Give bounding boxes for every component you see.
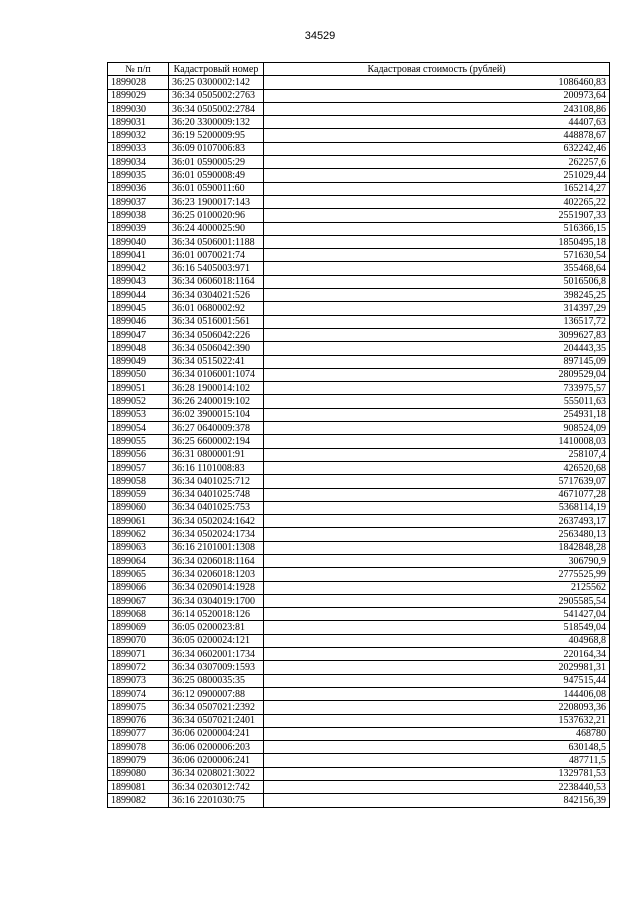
cell-row-number: 1899045 bbox=[108, 302, 169, 315]
header-cadastral-value: Кадастровая стоимость (рублей) bbox=[264, 63, 610, 76]
cell-cadastral-value: 2563480,13 bbox=[264, 528, 610, 541]
cell-row-number: 1899038 bbox=[108, 209, 169, 222]
cell-cadastral-value: 144406,08 bbox=[264, 687, 610, 700]
table-row bbox=[108, 422, 610, 435]
cell-cadastral-value: 355468,64 bbox=[264, 262, 610, 275]
cell-row-number: 1899062 bbox=[108, 528, 169, 541]
table-row bbox=[108, 554, 610, 567]
cell-row-number: 1899061 bbox=[108, 515, 169, 528]
cell-row-number: 1899076 bbox=[108, 714, 169, 727]
cell-row-number: 1899047 bbox=[108, 328, 169, 341]
cell-row-number: 1899063 bbox=[108, 541, 169, 554]
table-row bbox=[108, 634, 610, 647]
table-row bbox=[108, 355, 610, 368]
cell-cadastral-value: 5016506,8 bbox=[264, 275, 610, 288]
table-row bbox=[108, 475, 610, 488]
table-row bbox=[108, 461, 610, 474]
table-row bbox=[108, 541, 610, 554]
cell-cadastral-number: 36:34 0203012:742 bbox=[169, 781, 264, 794]
table-row bbox=[108, 342, 610, 355]
cell-row-number: 1899060 bbox=[108, 501, 169, 514]
table-row bbox=[108, 488, 610, 501]
cell-row-number: 1899079 bbox=[108, 754, 169, 767]
cell-cadastral-number: 36:31 0800001:91 bbox=[169, 448, 264, 461]
cell-row-number: 1899042 bbox=[108, 262, 169, 275]
cell-row-number: 1899050 bbox=[108, 368, 169, 381]
cell-row-number: 1899031 bbox=[108, 116, 169, 129]
table-row bbox=[108, 235, 610, 248]
cell-cadastral-value: 220164,34 bbox=[264, 648, 610, 661]
cell-cadastral-number: 36:01 0590008:49 bbox=[169, 169, 264, 182]
table-row bbox=[108, 754, 610, 767]
cell-cadastral-number: 36:01 0590005:29 bbox=[169, 156, 264, 169]
cell-cadastral-number: 36:23 1900017:143 bbox=[169, 195, 264, 208]
table-row bbox=[108, 701, 610, 714]
cell-cadastral-number: 36:16 1101008:83 bbox=[169, 461, 264, 474]
table-row bbox=[108, 594, 610, 607]
cell-cadastral-number: 36:24 4000025:90 bbox=[169, 222, 264, 235]
table-row bbox=[108, 515, 610, 528]
cell-cadastral-value: 243108,86 bbox=[264, 102, 610, 115]
cell-row-number: 1899071 bbox=[108, 648, 169, 661]
cell-cadastral-number: 36:34 0506042:226 bbox=[169, 328, 264, 341]
cell-cadastral-number: 36:34 0507021:2392 bbox=[169, 701, 264, 714]
cell-row-number: 1899069 bbox=[108, 621, 169, 634]
cell-row-number: 1899054 bbox=[108, 422, 169, 435]
table-row bbox=[108, 89, 610, 102]
cell-row-number: 1899064 bbox=[108, 554, 169, 567]
cell-row-number: 1899029 bbox=[108, 89, 169, 102]
cell-cadastral-value: 426520,68 bbox=[264, 461, 610, 474]
table-row bbox=[108, 528, 610, 541]
table-row bbox=[108, 195, 610, 208]
table-row bbox=[108, 116, 610, 129]
cell-cadastral-value: 1086460,83 bbox=[264, 76, 610, 89]
cell-cadastral-value: 947515,44 bbox=[264, 674, 610, 687]
table-row bbox=[108, 249, 610, 262]
cell-cadastral-number: 36:01 0070021:74 bbox=[169, 249, 264, 262]
table-row bbox=[108, 714, 610, 727]
cell-cadastral-value: 314397,29 bbox=[264, 302, 610, 315]
cell-row-number: 1899035 bbox=[108, 169, 169, 182]
cell-cadastral-value: 204443,35 bbox=[264, 342, 610, 355]
table-row bbox=[108, 222, 610, 235]
table-row bbox=[108, 368, 610, 381]
cell-cadastral-value: 842156,39 bbox=[264, 794, 610, 807]
cell-row-number: 1899075 bbox=[108, 701, 169, 714]
cell-cadastral-value: 632242,46 bbox=[264, 142, 610, 155]
cell-cadastral-value: 518549,04 bbox=[264, 621, 610, 634]
cell-row-number: 1899041 bbox=[108, 249, 169, 262]
table-row bbox=[108, 408, 610, 421]
table-row bbox=[108, 767, 610, 780]
table-row bbox=[108, 289, 610, 302]
cell-row-number: 1899056 bbox=[108, 448, 169, 461]
cell-row-number: 1899055 bbox=[108, 435, 169, 448]
cell-cadastral-number: 36:01 0590011:60 bbox=[169, 182, 264, 195]
cell-cadastral-number: 36:34 0401025:712 bbox=[169, 475, 264, 488]
table-row bbox=[108, 581, 610, 594]
cell-cadastral-value: 1410008,03 bbox=[264, 435, 610, 448]
cell-cadastral-number: 36:16 2201030:75 bbox=[169, 794, 264, 807]
cell-cadastral-number: 36:34 0401025:753 bbox=[169, 501, 264, 514]
table-row bbox=[108, 275, 610, 288]
table-row bbox=[108, 156, 610, 169]
cell-cadastral-value: 468780 bbox=[264, 727, 610, 740]
cell-row-number: 1899065 bbox=[108, 568, 169, 581]
cell-cadastral-value: 398245,25 bbox=[264, 289, 610, 302]
table-row bbox=[108, 448, 610, 461]
cell-cadastral-value: 2029981,31 bbox=[264, 661, 610, 674]
table-row bbox=[108, 608, 610, 621]
cell-cadastral-number: 36:34 0602001:1734 bbox=[169, 648, 264, 661]
cell-cadastral-value: 44407,63 bbox=[264, 116, 610, 129]
cell-cadastral-value: 404968,8 bbox=[264, 634, 610, 647]
cell-row-number: 1899030 bbox=[108, 102, 169, 115]
cell-cadastral-number: 36:25 0100020:96 bbox=[169, 209, 264, 222]
cell-row-number: 1899073 bbox=[108, 674, 169, 687]
cell-cadastral-value: 251029,44 bbox=[264, 169, 610, 182]
cell-row-number: 1899077 bbox=[108, 727, 169, 740]
cell-cadastral-number: 36:34 0606018:1164 bbox=[169, 275, 264, 288]
cell-cadastral-number: 36:34 0206018:1203 bbox=[169, 568, 264, 581]
table-row bbox=[108, 169, 610, 182]
cell-cadastral-number: 36:34 0304021:526 bbox=[169, 289, 264, 302]
table-row bbox=[108, 727, 610, 740]
cell-cadastral-number: 36:25 0300002:142 bbox=[169, 76, 264, 89]
cell-row-number: 1899053 bbox=[108, 408, 169, 421]
table-row bbox=[108, 262, 610, 275]
cell-cadastral-value: 5717639,07 bbox=[264, 475, 610, 488]
cell-cadastral-value: 2125562 bbox=[264, 581, 610, 594]
table-row bbox=[108, 209, 610, 222]
cell-cadastral-value: 165214,27 bbox=[264, 182, 610, 195]
cell-cadastral-number: 36:25 0800035:35 bbox=[169, 674, 264, 687]
cell-cadastral-number: 36:01 0680002:92 bbox=[169, 302, 264, 315]
cell-cadastral-number: 36:20 3300009:132 bbox=[169, 116, 264, 129]
table-row bbox=[108, 435, 610, 448]
table-row bbox=[108, 568, 610, 581]
cell-cadastral-number: 36:26 2400019:102 bbox=[169, 395, 264, 408]
cell-cadastral-number: 36:34 0502024:1642 bbox=[169, 515, 264, 528]
table-row bbox=[108, 781, 610, 794]
cell-cadastral-value: 1537632,21 bbox=[264, 714, 610, 727]
cell-cadastral-value: 2551907,33 bbox=[264, 209, 610, 222]
cell-cadastral-number: 36:06 0200006:241 bbox=[169, 754, 264, 767]
cell-cadastral-number: 36:06 0200004:241 bbox=[169, 727, 264, 740]
cell-cadastral-value: 2208093,36 bbox=[264, 701, 610, 714]
cell-cadastral-number: 36:12 0900007:88 bbox=[169, 687, 264, 700]
cell-cadastral-number: 36:16 5405003:971 bbox=[169, 262, 264, 275]
table-row bbox=[108, 674, 610, 687]
cell-cadastral-number: 36:19 5200009:95 bbox=[169, 129, 264, 142]
cell-cadastral-number: 36:34 0206018:1164 bbox=[169, 554, 264, 567]
cell-cadastral-number: 36:34 0401025:748 bbox=[169, 488, 264, 501]
cell-row-number: 1899059 bbox=[108, 488, 169, 501]
cell-row-number: 1899051 bbox=[108, 382, 169, 395]
cell-row-number: 1899066 bbox=[108, 581, 169, 594]
cell-row-number: 1899057 bbox=[108, 461, 169, 474]
table-row bbox=[108, 315, 610, 328]
table-header-row bbox=[108, 63, 610, 76]
cell-cadastral-value: 2809529,04 bbox=[264, 368, 610, 381]
table-row bbox=[108, 621, 610, 634]
table-row bbox=[108, 648, 610, 661]
cell-row-number: 1899028 bbox=[108, 76, 169, 89]
cell-cadastral-value: 555011,63 bbox=[264, 395, 610, 408]
cell-row-number: 1899034 bbox=[108, 156, 169, 169]
cell-cadastral-value: 262257,6 bbox=[264, 156, 610, 169]
cell-cadastral-number: 36:34 0208021:3022 bbox=[169, 767, 264, 780]
cell-cadastral-number: 36:09 0107006:83 bbox=[169, 142, 264, 155]
cell-cadastral-value: 306790,9 bbox=[264, 554, 610, 567]
cell-cadastral-number: 36:34 0304019:1700 bbox=[169, 594, 264, 607]
cell-cadastral-number: 36:02 3900015:104 bbox=[169, 408, 264, 421]
cell-cadastral-value: 4671077,28 bbox=[264, 488, 610, 501]
cell-cadastral-value: 897145,09 bbox=[264, 355, 610, 368]
cell-row-number: 1899080 bbox=[108, 767, 169, 780]
cell-row-number: 1899082 bbox=[108, 794, 169, 807]
table-row bbox=[108, 395, 610, 408]
cell-cadastral-value: 541427,04 bbox=[264, 608, 610, 621]
cell-row-number: 1899074 bbox=[108, 687, 169, 700]
cell-row-number: 1899052 bbox=[108, 395, 169, 408]
cell-cadastral-number: 36:34 0209014:1928 bbox=[169, 581, 264, 594]
cell-row-number: 1899043 bbox=[108, 275, 169, 288]
cell-row-number: 1899072 bbox=[108, 661, 169, 674]
cell-cadastral-value: 448878,67 bbox=[264, 129, 610, 142]
cell-row-number: 1899036 bbox=[108, 182, 169, 195]
cell-cadastral-value: 908524,09 bbox=[264, 422, 610, 435]
cell-row-number: 1899081 bbox=[108, 781, 169, 794]
cell-cadastral-number: 36:34 0516001:561 bbox=[169, 315, 264, 328]
cell-cadastral-number: 36:14 0520018:126 bbox=[169, 608, 264, 621]
cell-cadastral-number: 36:34 0506042:390 bbox=[169, 342, 264, 355]
cell-cadastral-value: 630148,5 bbox=[264, 741, 610, 754]
table-row bbox=[108, 382, 610, 395]
cell-cadastral-number: 36:34 0505002:2763 bbox=[169, 89, 264, 102]
cell-cadastral-value: 516366,15 bbox=[264, 222, 610, 235]
table-row bbox=[108, 142, 610, 155]
cell-cadastral-number: 36:06 0200006:203 bbox=[169, 741, 264, 754]
cell-cadastral-value: 2905585,54 bbox=[264, 594, 610, 607]
cell-cadastral-value: 2238440,53 bbox=[264, 781, 610, 794]
cell-cadastral-value: 3099627,83 bbox=[264, 328, 610, 341]
table-body bbox=[108, 76, 610, 807]
cell-row-number: 1899046 bbox=[108, 315, 169, 328]
cell-cadastral-value: 487711,5 bbox=[264, 754, 610, 767]
cell-cadastral-value: 136517,72 bbox=[264, 315, 610, 328]
cell-cadastral-number: 36:28 1900014:102 bbox=[169, 382, 264, 395]
cell-cadastral-number: 36:34 0505002:2784 bbox=[169, 102, 264, 115]
table-row bbox=[108, 687, 610, 700]
cell-cadastral-number: 36:34 0515022:41 bbox=[169, 355, 264, 368]
header-cadastral-number: Кадастровый номер bbox=[169, 63, 264, 76]
cell-row-number: 1899037 bbox=[108, 195, 169, 208]
cell-cadastral-value: 1329781,53 bbox=[264, 767, 610, 780]
cell-row-number: 1899067 bbox=[108, 594, 169, 607]
cell-row-number: 1899068 bbox=[108, 608, 169, 621]
cell-cadastral-value: 5368114,19 bbox=[264, 501, 610, 514]
cell-row-number: 1899049 bbox=[108, 355, 169, 368]
cell-cadastral-value: 2775525,99 bbox=[264, 568, 610, 581]
table-row bbox=[108, 741, 610, 754]
cell-cadastral-value: 402265,22 bbox=[264, 195, 610, 208]
cell-cadastral-value: 1842848,28 bbox=[264, 541, 610, 554]
cell-cadastral-number: 36:16 2101001:1308 bbox=[169, 541, 264, 554]
cell-row-number: 1899044 bbox=[108, 289, 169, 302]
cell-cadastral-number: 36:34 0307009:1593 bbox=[169, 661, 264, 674]
cell-cadastral-number: 36:27 0640009:378 bbox=[169, 422, 264, 435]
cell-cadastral-value: 571630,54 bbox=[264, 249, 610, 262]
cell-cadastral-value: 254931,18 bbox=[264, 408, 610, 421]
cell-cadastral-value: 2637493,17 bbox=[264, 515, 610, 528]
table-row bbox=[108, 182, 610, 195]
cell-cadastral-value: 1850495,18 bbox=[264, 235, 610, 248]
cell-row-number: 1899032 bbox=[108, 129, 169, 142]
page-number: 34529 bbox=[304, 30, 336, 42]
cell-cadastral-value: 258107,4 bbox=[264, 448, 610, 461]
table-row bbox=[108, 76, 610, 89]
cell-row-number: 1899039 bbox=[108, 222, 169, 235]
cell-row-number: 1899070 bbox=[108, 634, 169, 647]
cell-cadastral-number: 36:34 0502024:1734 bbox=[169, 528, 264, 541]
table-row bbox=[108, 661, 610, 674]
cell-cadastral-number: 36:34 0507021:2401 bbox=[169, 714, 264, 727]
table-row bbox=[108, 129, 610, 142]
table-row bbox=[108, 501, 610, 514]
header-row-number: № п/п bbox=[108, 63, 169, 76]
cell-cadastral-value: 200973,64 bbox=[264, 89, 610, 102]
cell-row-number: 1899040 bbox=[108, 235, 169, 248]
cell-row-number: 1899058 bbox=[108, 475, 169, 488]
cell-cadastral-number: 36:34 0506001:1188 bbox=[169, 235, 264, 248]
cell-row-number: 1899033 bbox=[108, 142, 169, 155]
cell-row-number: 1899078 bbox=[108, 741, 169, 754]
cell-cadastral-number: 36:25 6600002:194 bbox=[169, 435, 264, 448]
cell-cadastral-number: 36:05 0200023:81 bbox=[169, 621, 264, 634]
table-row bbox=[108, 302, 610, 315]
cell-cadastral-value: 733975,57 bbox=[264, 382, 610, 395]
cadastral-value-table bbox=[107, 62, 610, 808]
table-row bbox=[108, 328, 610, 341]
table-row bbox=[108, 102, 610, 115]
cell-cadastral-number: 36:05 0200024:121 bbox=[169, 634, 264, 647]
cell-cadastral-number: 36:34 0106001:1074 bbox=[169, 368, 264, 381]
cell-row-number: 1899048 bbox=[108, 342, 169, 355]
table-row bbox=[108, 794, 610, 807]
